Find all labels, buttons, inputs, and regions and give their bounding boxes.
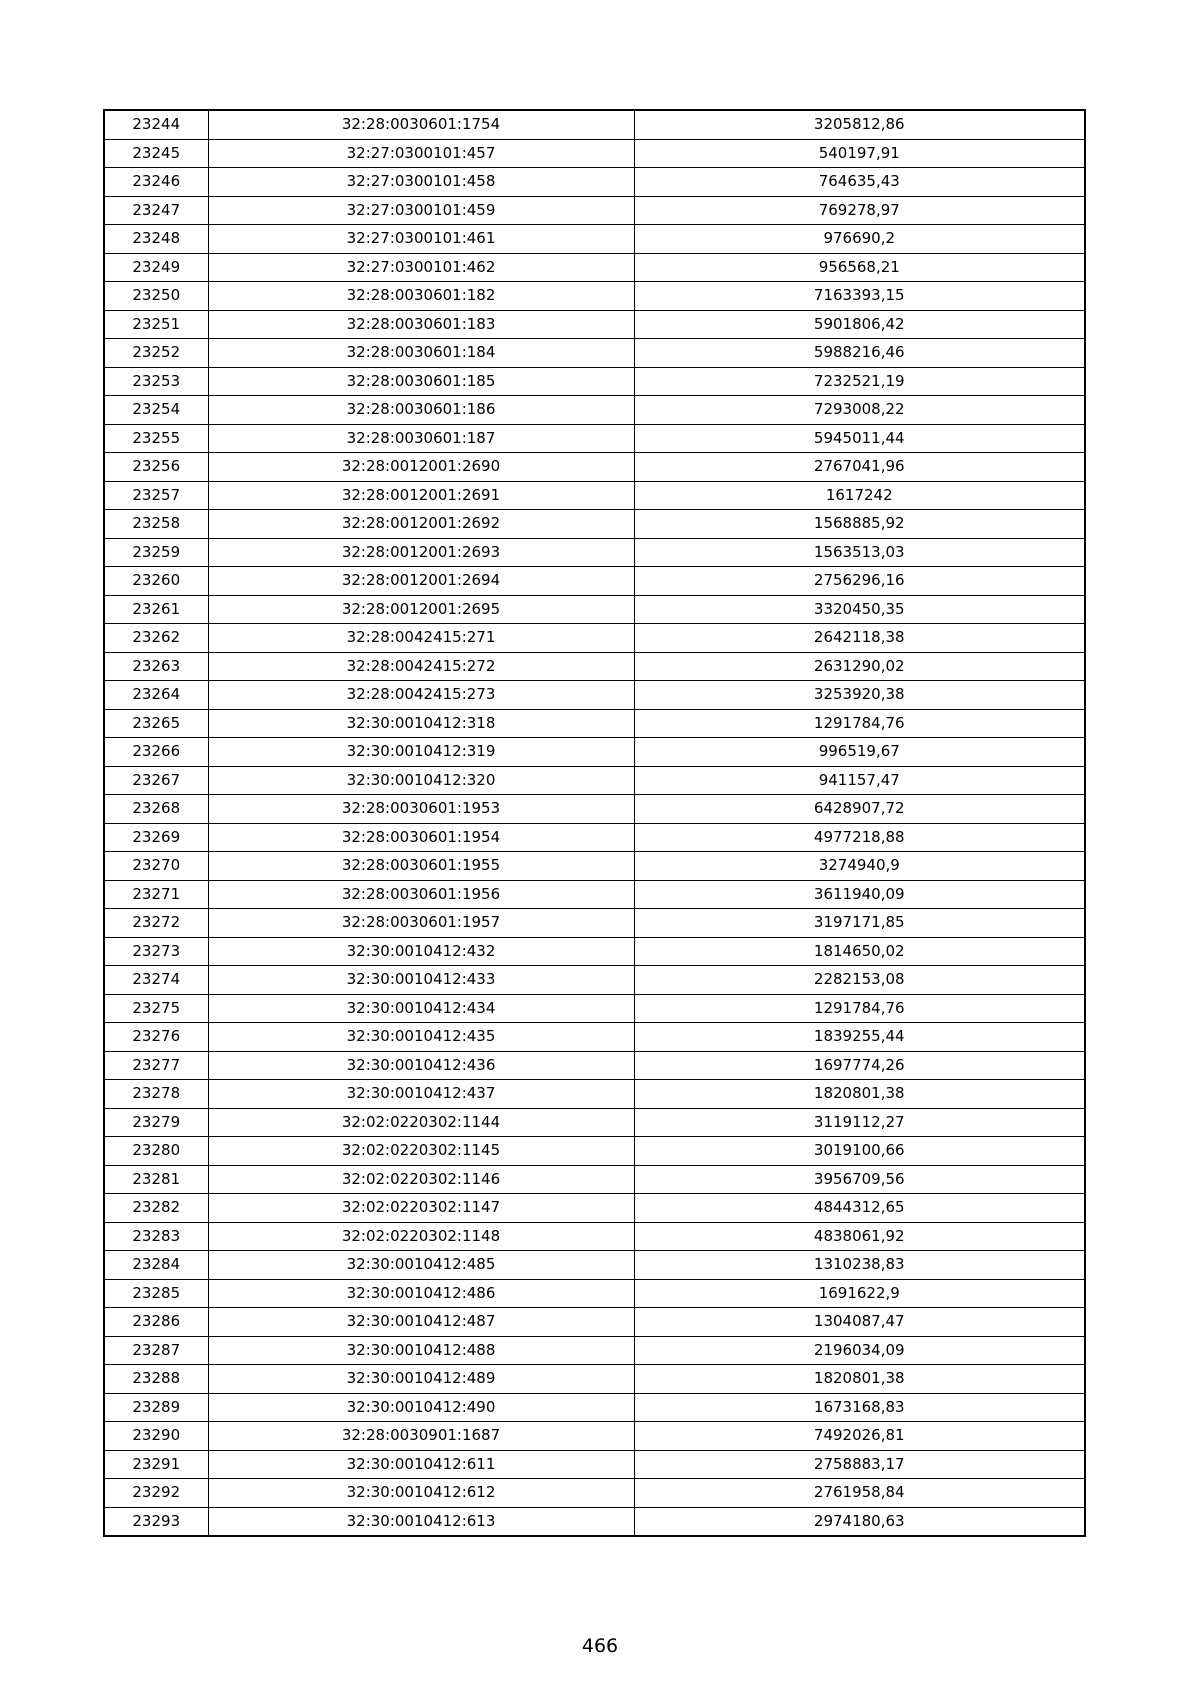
row-index-cell: 23263 bbox=[104, 652, 208, 681]
row-index-cell: 23256 bbox=[104, 453, 208, 482]
table-row bbox=[104, 310, 1085, 339]
cadastral-value-cell: 2767041,96 bbox=[634, 453, 1085, 482]
table-row bbox=[104, 1422, 1085, 1451]
cadastral-number-cell: 32:28:0042415:271 bbox=[208, 624, 634, 653]
cadastral-number-cell: 32:28:0012001:2691 bbox=[208, 481, 634, 510]
cadastral-number-cell: 32:28:0030601:1957 bbox=[208, 909, 634, 938]
cadastral-value-cell: 764635,43 bbox=[634, 168, 1085, 197]
cadastral-number-cell: 32:28:0030601:186 bbox=[208, 396, 634, 425]
cadastral-value-cell: 1291784,76 bbox=[634, 994, 1085, 1023]
table-row bbox=[104, 1023, 1085, 1052]
cadastral-number-cell: 32:27:0300101:459 bbox=[208, 196, 634, 225]
table-row bbox=[104, 538, 1085, 567]
cadastral-number-cell: 32:27:0300101:457 bbox=[208, 139, 634, 168]
cadastral-value-cell: 1291784,76 bbox=[634, 709, 1085, 738]
cadastral-value-cell: 1563513,03 bbox=[634, 538, 1085, 567]
table-row bbox=[104, 339, 1085, 368]
cadastral-value-cell: 2758883,17 bbox=[634, 1450, 1085, 1479]
cadastral-number-cell: 32:28:0030601:182 bbox=[208, 282, 634, 311]
cadastral-number-cell: 32:28:0030601:1954 bbox=[208, 823, 634, 852]
table-row bbox=[104, 367, 1085, 396]
row-index-cell: 23272 bbox=[104, 909, 208, 938]
cadastral-value-cell: 2631290,02 bbox=[634, 652, 1085, 681]
cadastral-number-cell: 32:30:0010412:489 bbox=[208, 1365, 634, 1394]
cadastral-value-cell: 2974180,63 bbox=[634, 1507, 1085, 1536]
cadastral-value-cell: 1814650,02 bbox=[634, 937, 1085, 966]
row-index-cell: 23253 bbox=[104, 367, 208, 396]
cadastral-value-cell: 6428907,72 bbox=[634, 795, 1085, 824]
cadastral-number-cell: 32:28:0030601:185 bbox=[208, 367, 634, 396]
cadastral-number-cell: 32:30:0010412:612 bbox=[208, 1479, 634, 1508]
cadastral-number-cell: 32:30:0010412:613 bbox=[208, 1507, 634, 1536]
cadastral-number-cell: 32:28:0030601:1955 bbox=[208, 852, 634, 881]
row-index-cell: 23267 bbox=[104, 766, 208, 795]
cadastral-value-cell: 3197171,85 bbox=[634, 909, 1085, 938]
cadastral-number-cell: 32:28:0030601:1956 bbox=[208, 880, 634, 909]
cadastral-value-cell: 1617242 bbox=[634, 481, 1085, 510]
cadastral-value-cell: 1691622,9 bbox=[634, 1279, 1085, 1308]
row-index-cell: 23281 bbox=[104, 1165, 208, 1194]
table-row bbox=[104, 396, 1085, 425]
row-index-cell: 23278 bbox=[104, 1080, 208, 1109]
row-index-cell: 23247 bbox=[104, 196, 208, 225]
cadastral-number-cell: 32:30:0010412:436 bbox=[208, 1051, 634, 1080]
cadastral-number-cell: 32:30:0010412:319 bbox=[208, 738, 634, 767]
row-index-cell: 23280 bbox=[104, 1137, 208, 1166]
row-index-cell: 23262 bbox=[104, 624, 208, 653]
cadastral-number-cell: 32:30:0010412:437 bbox=[208, 1080, 634, 1109]
cadastral-number-cell: 32:02:0220302:1145 bbox=[208, 1137, 634, 1166]
row-index-cell: 23288 bbox=[104, 1365, 208, 1394]
cadastral-number-cell: 32:28:0030901:1687 bbox=[208, 1422, 634, 1451]
cadastral-number-cell: 32:02:0220302:1146 bbox=[208, 1165, 634, 1194]
table-row bbox=[104, 424, 1085, 453]
table-row bbox=[104, 253, 1085, 282]
cadastral-value-cell: 4838061,92 bbox=[634, 1222, 1085, 1251]
cadastral-number-cell: 32:28:0030601:187 bbox=[208, 424, 634, 453]
cadastral-value-cell: 1839255,44 bbox=[634, 1023, 1085, 1052]
row-index-cell: 23271 bbox=[104, 880, 208, 909]
table-row bbox=[104, 453, 1085, 482]
table-row bbox=[104, 1194, 1085, 1223]
cadastral-value-cell: 1310238,83 bbox=[634, 1251, 1085, 1280]
cadastral-value-cell: 7163393,15 bbox=[634, 282, 1085, 311]
cadastral-number-cell: 32:28:0030601:184 bbox=[208, 339, 634, 368]
table-row bbox=[104, 1108, 1085, 1137]
cadastral-value-cell: 3119112,27 bbox=[634, 1108, 1085, 1137]
row-index-cell: 23274 bbox=[104, 966, 208, 995]
table-row bbox=[104, 766, 1085, 795]
table-row bbox=[104, 1393, 1085, 1422]
cadastral-number-cell: 32:28:0012001:2690 bbox=[208, 453, 634, 482]
cadastral-value-cell: 1820801,38 bbox=[634, 1080, 1085, 1109]
cadastral-number-cell: 32:27:0300101:458 bbox=[208, 168, 634, 197]
cadastral-value-cell: 2761958,84 bbox=[634, 1479, 1085, 1508]
cadastral-value-cell: 5988216,46 bbox=[634, 339, 1085, 368]
cadastral-number-cell: 32:30:0010412:433 bbox=[208, 966, 634, 995]
table-row bbox=[104, 909, 1085, 938]
table-row bbox=[104, 567, 1085, 596]
row-index-cell: 23244 bbox=[104, 110, 208, 139]
cadastral-number-cell: 32:30:0010412:435 bbox=[208, 1023, 634, 1052]
cadastral-value-cell: 1820801,38 bbox=[634, 1365, 1085, 1394]
row-index-cell: 23249 bbox=[104, 253, 208, 282]
cadastral-value-cell: 7232521,19 bbox=[634, 367, 1085, 396]
cadastral-value-cell: 2282153,08 bbox=[634, 966, 1085, 995]
row-index-cell: 23259 bbox=[104, 538, 208, 567]
row-index-cell: 23269 bbox=[104, 823, 208, 852]
row-index-cell: 23260 bbox=[104, 567, 208, 596]
cadastral-value-cell: 3253920,38 bbox=[634, 681, 1085, 710]
row-index-cell: 23250 bbox=[104, 282, 208, 311]
cadastral-number-cell: 32:30:0010412:486 bbox=[208, 1279, 634, 1308]
table-body bbox=[104, 110, 1085, 1536]
cadastral-value-cell: 956568,21 bbox=[634, 253, 1085, 282]
cadastral-value-cell: 2642118,38 bbox=[634, 624, 1085, 653]
row-index-cell: 23252 bbox=[104, 339, 208, 368]
cadastral-value-cell: 2756296,16 bbox=[634, 567, 1085, 596]
table-row bbox=[104, 595, 1085, 624]
row-index-cell: 23261 bbox=[104, 595, 208, 624]
cadastral-number-cell: 32:28:0042415:272 bbox=[208, 652, 634, 681]
cadastral-number-cell: 32:28:0012001:2694 bbox=[208, 567, 634, 596]
table-row bbox=[104, 823, 1085, 852]
cadastral-number-cell: 32:30:0010412:488 bbox=[208, 1336, 634, 1365]
row-index-cell: 23290 bbox=[104, 1422, 208, 1451]
table-row bbox=[104, 110, 1085, 139]
cadastral-value-cell: 1304087,47 bbox=[634, 1308, 1085, 1337]
table-row bbox=[104, 880, 1085, 909]
cadastral-value-table bbox=[103, 109, 1086, 1537]
cadastral-number-cell: 32:30:0010412:434 bbox=[208, 994, 634, 1023]
cadastral-number-cell: 32:30:0010412:611 bbox=[208, 1450, 634, 1479]
table-row bbox=[104, 994, 1085, 1023]
table-row bbox=[104, 481, 1085, 510]
row-index-cell: 23287 bbox=[104, 1336, 208, 1365]
cadastral-number-cell: 32:28:0030601:1953 bbox=[208, 795, 634, 824]
row-index-cell: 23273 bbox=[104, 937, 208, 966]
row-index-cell: 23251 bbox=[104, 310, 208, 339]
cadastral-value-cell: 3274940,9 bbox=[634, 852, 1085, 881]
table-row bbox=[104, 966, 1085, 995]
row-index-cell: 23283 bbox=[104, 1222, 208, 1251]
table-row bbox=[104, 168, 1085, 197]
table-row bbox=[104, 510, 1085, 539]
table-row bbox=[104, 709, 1085, 738]
row-index-cell: 23246 bbox=[104, 168, 208, 197]
cadastral-value-cell: 2196034,09 bbox=[634, 1336, 1085, 1365]
cadastral-value-cell: 540197,91 bbox=[634, 139, 1085, 168]
cadastral-value-cell: 7492026,81 bbox=[634, 1422, 1085, 1451]
cadastral-value-cell: 1697774,26 bbox=[634, 1051, 1085, 1080]
cadastral-value-cell: 4844312,65 bbox=[634, 1194, 1085, 1223]
row-index-cell: 23292 bbox=[104, 1479, 208, 1508]
row-index-cell: 23264 bbox=[104, 681, 208, 710]
cadastral-number-cell: 32:30:0010412:432 bbox=[208, 937, 634, 966]
table-row bbox=[104, 1080, 1085, 1109]
row-index-cell: 23245 bbox=[104, 139, 208, 168]
page-number: 466 bbox=[581, 1635, 619, 1657]
row-index-cell: 23285 bbox=[104, 1279, 208, 1308]
cadastral-number-cell: 32:30:0010412:490 bbox=[208, 1393, 634, 1422]
row-index-cell: 23284 bbox=[104, 1251, 208, 1280]
cadastral-number-cell: 32:02:0220302:1144 bbox=[208, 1108, 634, 1137]
table-row bbox=[104, 1251, 1085, 1280]
row-index-cell: 23268 bbox=[104, 795, 208, 824]
table-row bbox=[104, 196, 1085, 225]
row-index-cell: 23265 bbox=[104, 709, 208, 738]
table-row bbox=[104, 937, 1085, 966]
table-row bbox=[104, 1336, 1085, 1365]
table-row bbox=[104, 624, 1085, 653]
row-index-cell: 23291 bbox=[104, 1450, 208, 1479]
row-index-cell: 23279 bbox=[104, 1108, 208, 1137]
cadastral-value-cell: 3320450,35 bbox=[634, 595, 1085, 624]
cadastral-value-cell: 3019100,66 bbox=[634, 1137, 1085, 1166]
cadastral-number-cell: 32:28:0012001:2692 bbox=[208, 510, 634, 539]
row-index-cell: 23277 bbox=[104, 1051, 208, 1080]
cadastral-value-cell: 976690,2 bbox=[634, 225, 1085, 254]
cadastral-number-cell: 32:28:0030601:183 bbox=[208, 310, 634, 339]
table-row bbox=[104, 1479, 1085, 1508]
cadastral-number-cell: 32:28:0042415:273 bbox=[208, 681, 634, 710]
cadastral-number-cell: 32:30:0010412:320 bbox=[208, 766, 634, 795]
table-row bbox=[104, 681, 1085, 710]
row-index-cell: 23255 bbox=[104, 424, 208, 453]
table-row bbox=[104, 282, 1085, 311]
cadastral-value-cell: 4977218,88 bbox=[634, 823, 1085, 852]
table-row bbox=[104, 1051, 1085, 1080]
row-index-cell: 23248 bbox=[104, 225, 208, 254]
table-row bbox=[104, 1279, 1085, 1308]
cadastral-value-cell: 1673168,83 bbox=[634, 1393, 1085, 1422]
table-row bbox=[104, 1507, 1085, 1536]
cadastral-number-cell: 32:28:0012001:2695 bbox=[208, 595, 634, 624]
table-row bbox=[104, 852, 1085, 881]
cadastral-number-cell: 32:27:0300101:461 bbox=[208, 225, 634, 254]
row-index-cell: 23276 bbox=[104, 1023, 208, 1052]
row-index-cell: 23286 bbox=[104, 1308, 208, 1337]
cadastral-number-cell: 32:28:0012001:2693 bbox=[208, 538, 634, 567]
row-index-cell: 23275 bbox=[104, 994, 208, 1023]
table-row bbox=[104, 1165, 1085, 1194]
table-row bbox=[104, 225, 1085, 254]
table-row bbox=[104, 1222, 1085, 1251]
cadastral-value-cell: 1568885,92 bbox=[634, 510, 1085, 539]
row-index-cell: 23282 bbox=[104, 1194, 208, 1223]
cadastral-number-cell: 32:30:0010412:487 bbox=[208, 1308, 634, 1337]
cadastral-value-cell: 5901806,42 bbox=[634, 310, 1085, 339]
cadastral-number-cell: 32:28:0030601:1754 bbox=[208, 110, 634, 139]
cadastral-value-cell: 3956709,56 bbox=[634, 1165, 1085, 1194]
cadastral-number-cell: 32:30:0010412:318 bbox=[208, 709, 634, 738]
table-row bbox=[104, 795, 1085, 824]
cadastral-number-cell: 32:27:0300101:462 bbox=[208, 253, 634, 282]
row-index-cell: 23258 bbox=[104, 510, 208, 539]
row-index-cell: 23270 bbox=[104, 852, 208, 881]
row-index-cell: 23254 bbox=[104, 396, 208, 425]
table-row bbox=[104, 139, 1085, 168]
cadastral-value-cell: 7293008,22 bbox=[634, 396, 1085, 425]
row-index-cell: 23289 bbox=[104, 1393, 208, 1422]
cadastral-number-cell: 32:02:0220302:1147 bbox=[208, 1194, 634, 1223]
table-row bbox=[104, 1308, 1085, 1337]
table-row bbox=[104, 1365, 1085, 1394]
table-row bbox=[104, 1450, 1085, 1479]
row-index-cell: 23257 bbox=[104, 481, 208, 510]
row-index-cell: 23293 bbox=[104, 1507, 208, 1536]
row-index-cell: 23266 bbox=[104, 738, 208, 767]
table-row bbox=[104, 1137, 1085, 1166]
cadastral-value-cell: 996519,67 bbox=[634, 738, 1085, 767]
table-row bbox=[104, 738, 1085, 767]
cadastral-value-cell: 5945011,44 bbox=[634, 424, 1085, 453]
cadastral-value-cell: 769278,97 bbox=[634, 196, 1085, 225]
cadastral-value-cell: 3611940,09 bbox=[634, 880, 1085, 909]
cadastral-value-cell: 3205812,86 bbox=[634, 110, 1085, 139]
cadastral-number-cell: 32:02:0220302:1148 bbox=[208, 1222, 634, 1251]
cadastral-value-cell: 941157,47 bbox=[634, 766, 1085, 795]
cadastral-number-cell: 32:30:0010412:485 bbox=[208, 1251, 634, 1280]
table-row bbox=[104, 652, 1085, 681]
